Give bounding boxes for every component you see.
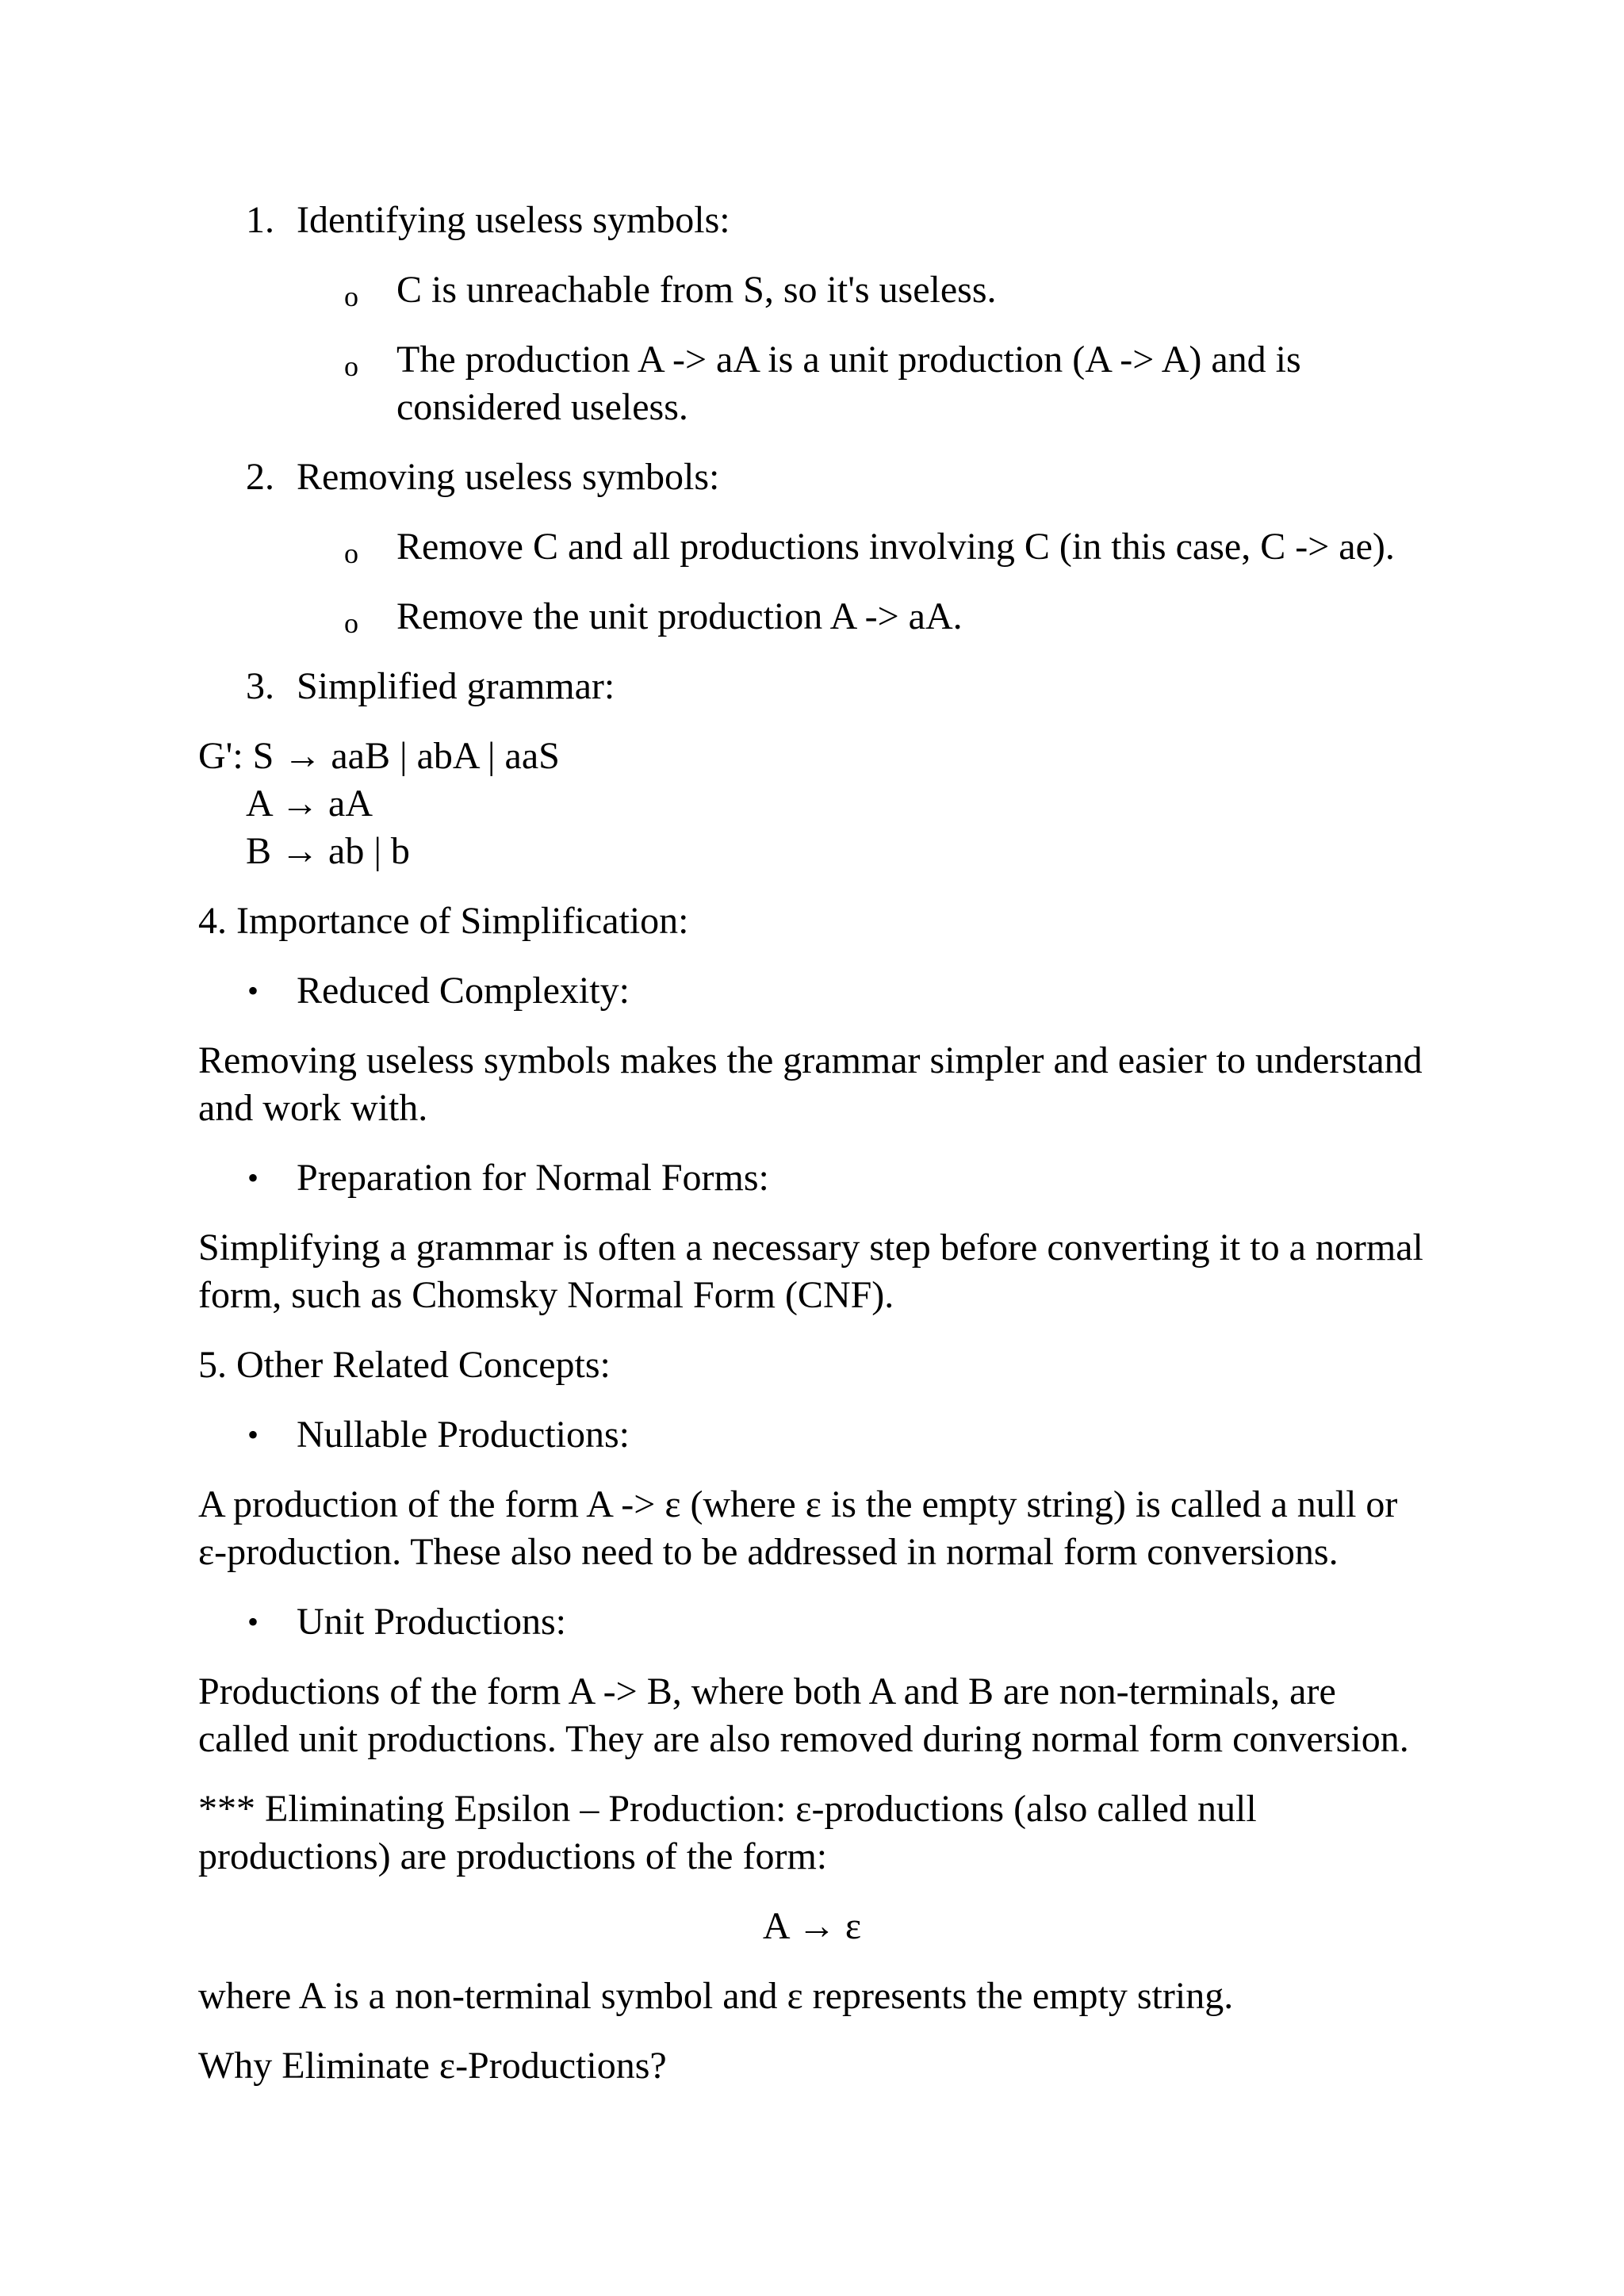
bullet-marker: • xyxy=(247,973,259,1008)
sub-item-text-continued: considered useless. xyxy=(396,386,688,428)
sub-item-text: C is unreachable from S, so it's useless. xyxy=(396,269,997,311)
list-number: 3. xyxy=(246,665,274,707)
sub-bullet-marker: o xyxy=(344,281,358,312)
list-item-text: Identifying useless symbols: xyxy=(297,199,730,241)
sub-bullet-marker: o xyxy=(344,607,358,639)
list-number: 2. xyxy=(246,456,274,498)
bullet-text: Preparation for Normal Forms: xyxy=(297,1157,769,1199)
bullet-marker: • xyxy=(247,1160,259,1196)
bullet-text: Nullable Productions: xyxy=(297,1414,630,1456)
bullet-marker: • xyxy=(247,1417,259,1452)
paragraph-line: form, such as Chomsky Normal Form (CNF). xyxy=(198,1274,894,1316)
paragraph-line: productions) are productions of the form: xyxy=(198,1835,828,1877)
list-item-text: Simplified grammar: xyxy=(297,665,615,707)
sub-bullet-marker: o xyxy=(344,538,358,569)
section-heading: 4. Importance of Simplification: xyxy=(198,900,689,942)
grammar-line: G': S → aaB | abA | aaS xyxy=(198,735,560,777)
sub-bullet-marker: o xyxy=(344,350,358,382)
paragraph-line: Simplifying a grammar is often a necessary step before converting it to a normal xyxy=(198,1226,1423,1269)
paragraph-line: and work with. xyxy=(198,1087,428,1129)
sub-item-text: The production A -> aA is a unit production (A -> A) and is xyxy=(396,339,1301,381)
grammar-line: A → aA xyxy=(246,783,373,825)
list-item-text: Removing useless symbols: xyxy=(297,456,720,498)
sub-item-text: Remove the unit production A -> aA. xyxy=(396,595,963,637)
bullet-text: Unit Productions: xyxy=(297,1601,567,1643)
formula: A → ε xyxy=(762,1905,862,1947)
paragraph-line: *** Eliminating Epsilon – Production: ε-productions (also called null xyxy=(198,1788,1257,1830)
bullet-marker: • xyxy=(247,1604,259,1640)
paragraph-line: A production of the form A -> ε (where ε is the empty string) is called a null or xyxy=(198,1483,1398,1525)
grammar-line: B → ab | b xyxy=(246,830,410,872)
section-heading: 5. Other Related Concepts: xyxy=(198,1344,611,1386)
sub-item-text: Remove C and all productions involving C (in this case, C -> ae). xyxy=(396,526,1395,568)
question-heading: Why Eliminate ε-Productions? xyxy=(198,2045,667,2087)
paragraph-line: Removing useless symbols makes the grammar simpler and easier to understand xyxy=(198,1039,1423,1081)
paragraph-line: ε-production. These also need to be addressed in normal form conversions. xyxy=(198,1531,1339,1573)
paragraph-line: Productions of the form A -> B, where both A and B are non-terminals, are xyxy=(198,1670,1336,1712)
paragraph-line: where A is a non-terminal symbol and ε represents the empty string. xyxy=(198,1975,1234,2017)
paragraph-line: called unit productions. They are also removed during normal form conversion. xyxy=(198,1718,1409,1760)
bullet-text: Reduced Complexity: xyxy=(297,970,630,1012)
list-number: 1. xyxy=(246,199,274,241)
